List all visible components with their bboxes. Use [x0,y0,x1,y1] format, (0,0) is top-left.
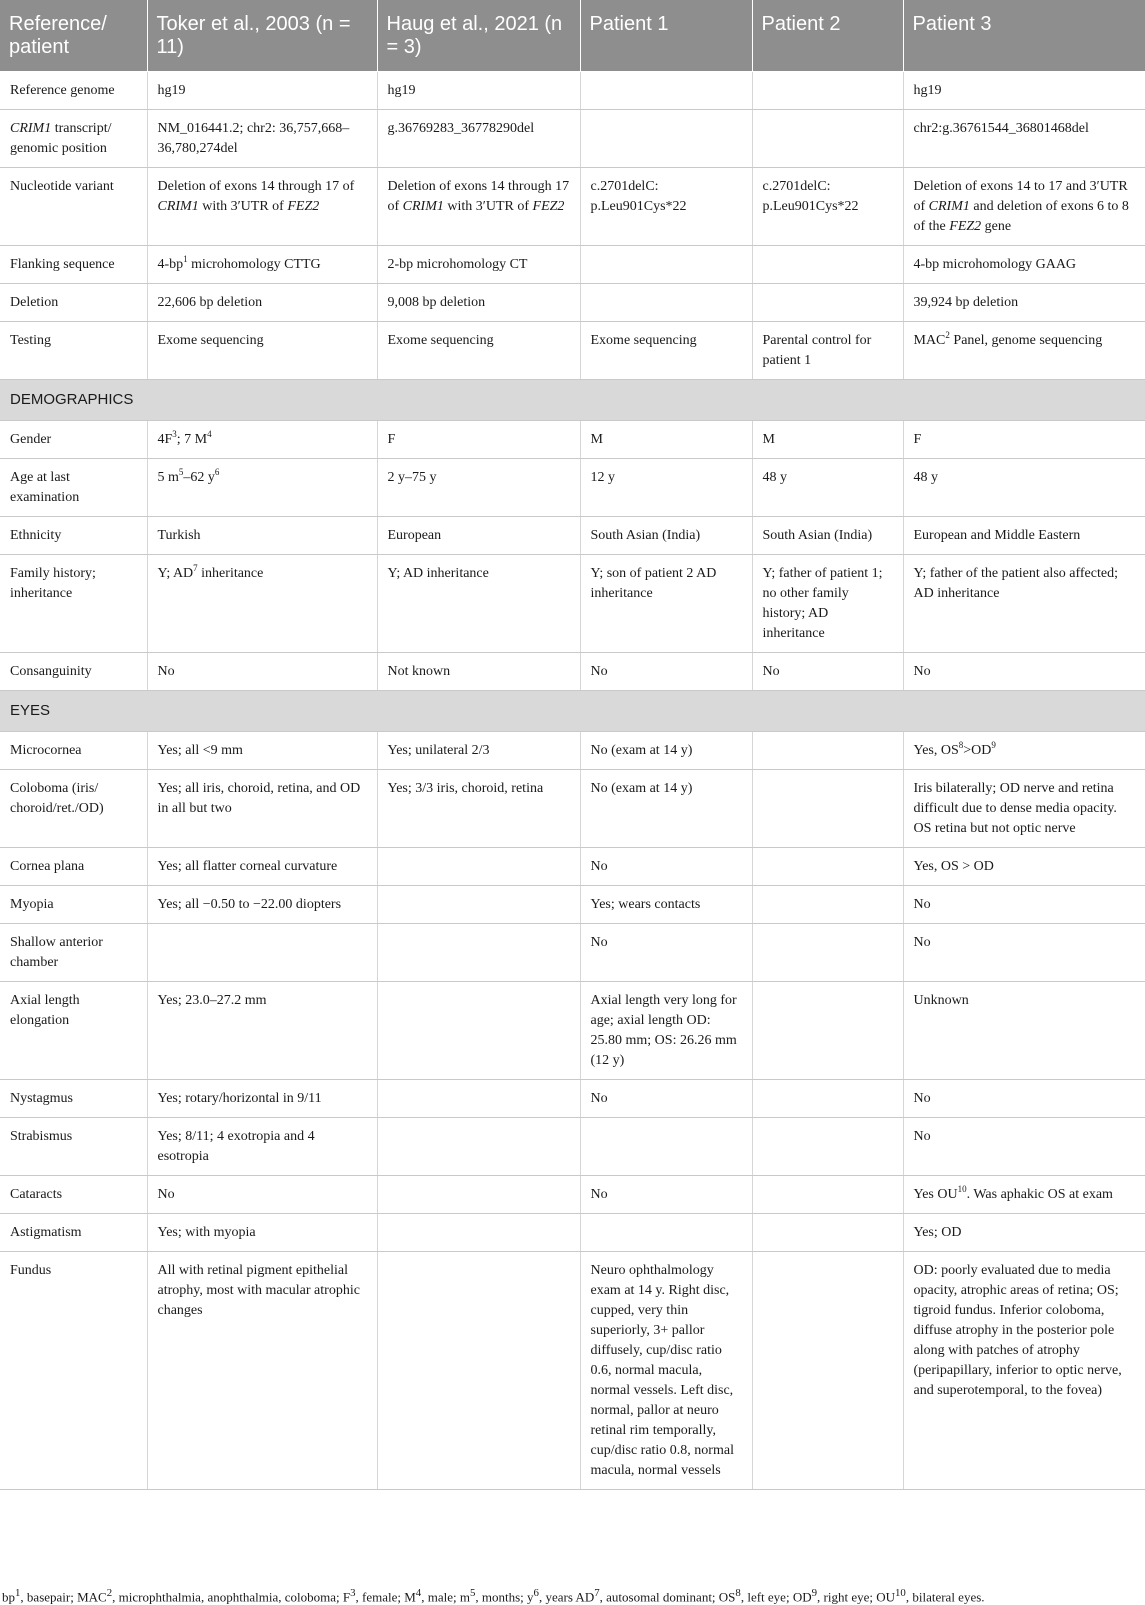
table-cell [752,72,903,110]
table-cell [377,1252,580,1490]
header-cell-5: Patient 3 [903,0,1145,72]
header-cell-3: Patient 1 [580,0,752,72]
table-cell [752,848,903,886]
table-row [0,982,1145,1080]
table-cell [752,246,903,284]
table-cell: Y; AD inheritance [377,555,580,653]
table-cell: No [903,653,1145,691]
table-cell [580,1118,752,1176]
row-label: Shallow anterior chamber [0,924,147,982]
table-cell: No [903,1118,1145,1176]
table-cell: Yes; with myopia [147,1214,377,1252]
table-cell: No [752,653,903,691]
table-cell: Y; father of patient 1; no other family history; AD inheritance [752,555,903,653]
table-cell: M [580,421,752,459]
table-cell [580,1214,752,1252]
table-row [0,1118,1145,1176]
row-label: Microcornea [0,732,147,770]
section-label: EYES [0,691,1145,732]
table-cell [580,246,752,284]
table-cell [752,770,903,848]
table-cell: South Asian (India) [752,517,903,555]
row-label: Axial length elongation [0,982,147,1080]
table-cell [752,924,903,982]
table-cell: Yes OU$^{10}$. Was aphakic OS at exam [903,1176,1145,1214]
table-cell [147,924,377,982]
table-cell: Parental control for patient 1 [752,322,903,380]
table-row [0,421,1145,459]
row-label: Strabismus [0,1118,147,1176]
table-cell: Yes; rotary/horizontal in 9/11 [147,1080,377,1118]
table-cell: c.2701delC: p.Leu901Cys*22 [580,168,752,246]
table-cell: No [580,924,752,982]
footnote: $bp^1$, basepair; MAC$^2$, microphthalmia, anophthalmia, coloboma; $F^3$, female; $M^4$, male; $m^5$, months; $y^6$, years $AD^7$, autosomal dominant; $OS^8$, left eye; $OD^9$, right eye; OU$^{10}$, bilateral eyes. [2,1587,985,1605]
table-cell: No [903,1080,1145,1118]
table-cell: Unknown [903,982,1145,1080]
table-row [0,284,1145,322]
row-label: Nucleotide variant [0,168,147,246]
table-cell: European [377,517,580,555]
table-cell: hg19 [903,72,1145,110]
header-row [0,0,1145,72]
header-cell-4: Patient 2 [752,0,903,72]
table-cell: 5 $m^5-62$ $y^6$ [147,459,377,517]
table-cell: 48 y [903,459,1145,517]
section-label: DEMOGRAPHICS [0,380,1145,421]
table-cell [752,1080,903,1118]
row-label: Ethnicity [0,517,147,555]
table-body [0,72,1145,1490]
table-cell: All with retinal pigment epithelial atrophy, most with macular atrophic changes [147,1252,377,1490]
table-cell: No [147,1176,377,1214]
table-cell: Yes; 8/11; 4 exotropia and 4 esotropia [147,1118,377,1176]
table-row [0,246,1145,284]
table-cell: South Asian (India) [580,517,752,555]
table-cell: chr2:g.36761544_36801468del [903,110,1145,168]
section-row [0,380,1145,421]
table-cell: $4-bp^1$ microhomology CTTG [147,246,377,284]
table-cell [752,110,903,168]
table-cell: No [903,886,1145,924]
table-cell: Yes; unilateral 2/3 [377,732,580,770]
table-cell: Yes; 23.0–27.2 mm [147,982,377,1080]
table-cell: No (exam at 14 y) [580,732,752,770]
table-cell: Yes, $OS^8>OD^9$ [903,732,1145,770]
table-cell [377,848,580,886]
table-row [0,110,1145,168]
table-row [0,322,1145,380]
header-cell-0: Reference/ patient [0,0,147,72]
table-cell: F [377,421,580,459]
table-cell [377,886,580,924]
table-cell: Yes; wears contacts [580,886,752,924]
table-cell: Yes; 3/3 iris, choroid, retina [377,770,580,848]
table-cell: hg19 [147,72,377,110]
table-row [0,848,1145,886]
row-label: Age at last examination [0,459,147,517]
table-cell: 39,924 bp deletion [903,284,1145,322]
table-cell: Deletion of exons 14 through 17 of CRIM1 with 3′UTR of FEZ2 [377,168,580,246]
table-cell [752,982,903,1080]
table-cell: 22,606 bp deletion [147,284,377,322]
table-cell: No [903,924,1145,982]
table-cell: Yes; all <9 mm [147,732,377,770]
table-cell: Yes; all −0.50 to −22.00 diopters [147,886,377,924]
table-cell: 2-bp microhomology CT [377,246,580,284]
table-cell [377,1176,580,1214]
table-cell: No [580,1176,752,1214]
table-cell: Exome sequencing [147,322,377,380]
table-cell: 2 y–75 y [377,459,580,517]
table-cell [580,72,752,110]
table-cell: c.2701delC: p.Leu901Cys*22 [752,168,903,246]
table-row [0,555,1145,653]
row-label: Consanguinity [0,653,147,691]
table-cell: OD: poorly evaluated due to media opacity, atrophic areas of retina; OS; tigroid fundus. Inferior coloboma, diffuse atrophy in the posterior pole along with patches of atrophy (peripapillary, inferior to optic nerve, and superotemporal, to the fovea) [903,1252,1145,1490]
table-row [0,886,1145,924]
table-row [0,1080,1145,1118]
table-cell [752,1176,903,1214]
table-cell: MAC$^2$ Panel, genome sequencing [903,322,1145,380]
table-cell: 48 y [752,459,903,517]
table-cell: Not known [377,653,580,691]
table-cell: NM_016441.2; chr2: 36,757,668–36,780,274del [147,110,377,168]
table-cell: Axial length very long for age; axial length OD: 25.80 mm; OS: 26.26 mm (12 y) [580,982,752,1080]
row-label: Nystagmus [0,1080,147,1118]
table-cell [580,284,752,322]
row-label: Gender [0,421,147,459]
table-cell: 9,008 bp deletion [377,284,580,322]
table-cell: Iris bilaterally; OD nerve and retina difficult due to dense media opacity. OS retina but not optic nerve [903,770,1145,848]
table-cell: hg19 [377,72,580,110]
table-cell [377,1080,580,1118]
table-row [0,517,1145,555]
table-cell: No [580,1080,752,1118]
table-cell: Yes; all flatter corneal curvature [147,848,377,886]
table-cell: g.36769283_36778290del [377,110,580,168]
table-row [0,1252,1145,1490]
table-cell [752,1214,903,1252]
row-label: Coloboma (iris/ choroid/ret./OD) [0,770,147,848]
table-cell: Deletion of exons 14 through 17 of CRIM1 with 3′UTR of FEZ2 [147,168,377,246]
table-cell: No [147,653,377,691]
table-cell: Yes; OD [903,1214,1145,1252]
table-cell: Y; $AD^7$ inheritance [147,555,377,653]
table-row [0,459,1145,517]
table-cell: 4-bp microhomology GAAG [903,246,1145,284]
row-label: Reference genome [0,72,147,110]
table-row [0,72,1145,110]
table-row [0,770,1145,848]
table-row [0,1214,1145,1252]
table-cell: Turkish [147,517,377,555]
table-cell: Y; son of patient 2 AD inheritance [580,555,752,653]
header-cell-1: Toker et al., 2003 (n = 11) [147,0,377,72]
table-cell: F [903,421,1145,459]
table-row [0,1176,1145,1214]
table-cell [377,1214,580,1252]
table-row [0,168,1145,246]
row-label: Astigmatism [0,1214,147,1252]
row-label: Fundus [0,1252,147,1490]
table-cell [377,982,580,1080]
table-cell [752,1118,903,1176]
table-cell [752,732,903,770]
section-row [0,691,1145,732]
table-row [0,653,1145,691]
row-label: Family history; inheritance [0,555,147,653]
row-label: Flanking sequence [0,246,147,284]
table-cell: European and Middle Eastern [903,517,1145,555]
table-cell [752,284,903,322]
table-cell: Deletion of exons 14 to 17 and 3′UTR of CRIM1 and deletion of exons 6 to 8 of the FEZ2 gene [903,168,1145,246]
table-cell: Neuro ophthalmology exam at 14 y. Right disc, cupped, very thin superiorly, 3+ pallor diffusely, cup/disc ratio 0.6, normal macula, normal vessels. Left disc, normal, pallor at neuro retinal rim temporally, cup/disc ratio 0.8, normal macula, normal vessels [580,1252,752,1490]
table-row [0,924,1145,982]
table-cell [377,924,580,982]
table-cell: 12 y [580,459,752,517]
table-cell: No [580,653,752,691]
table-cell [580,110,752,168]
row-label: Myopia [0,886,147,924]
table-cell [752,886,903,924]
header-cell-2: Haug et al., 2021 (n = 3) [377,0,580,72]
table-row [0,732,1145,770]
table-cell: $4F^3$; 7 $M^4$ [147,421,377,459]
row-label: Deletion [0,284,147,322]
table-cell: Y; father of the patient also affected; AD inheritance [903,555,1145,653]
table-cell [752,1252,903,1490]
table-cell: No [580,848,752,886]
table-cell: Yes; all iris, choroid, retina, and OD in all but two [147,770,377,848]
row-label: CRIM1 transcript/ genomic position [0,110,147,168]
table-cell: No (exam at 14 y) [580,770,752,848]
row-label: Cornea plana [0,848,147,886]
table-cell: Yes, OS > OD [903,848,1145,886]
table-cell: M [752,421,903,459]
table-cell: Exome sequencing [580,322,752,380]
table-cell [377,1118,580,1176]
table-cell: Exome sequencing [377,322,580,380]
row-label: Testing [0,322,147,380]
row-label: Cataracts [0,1176,147,1214]
